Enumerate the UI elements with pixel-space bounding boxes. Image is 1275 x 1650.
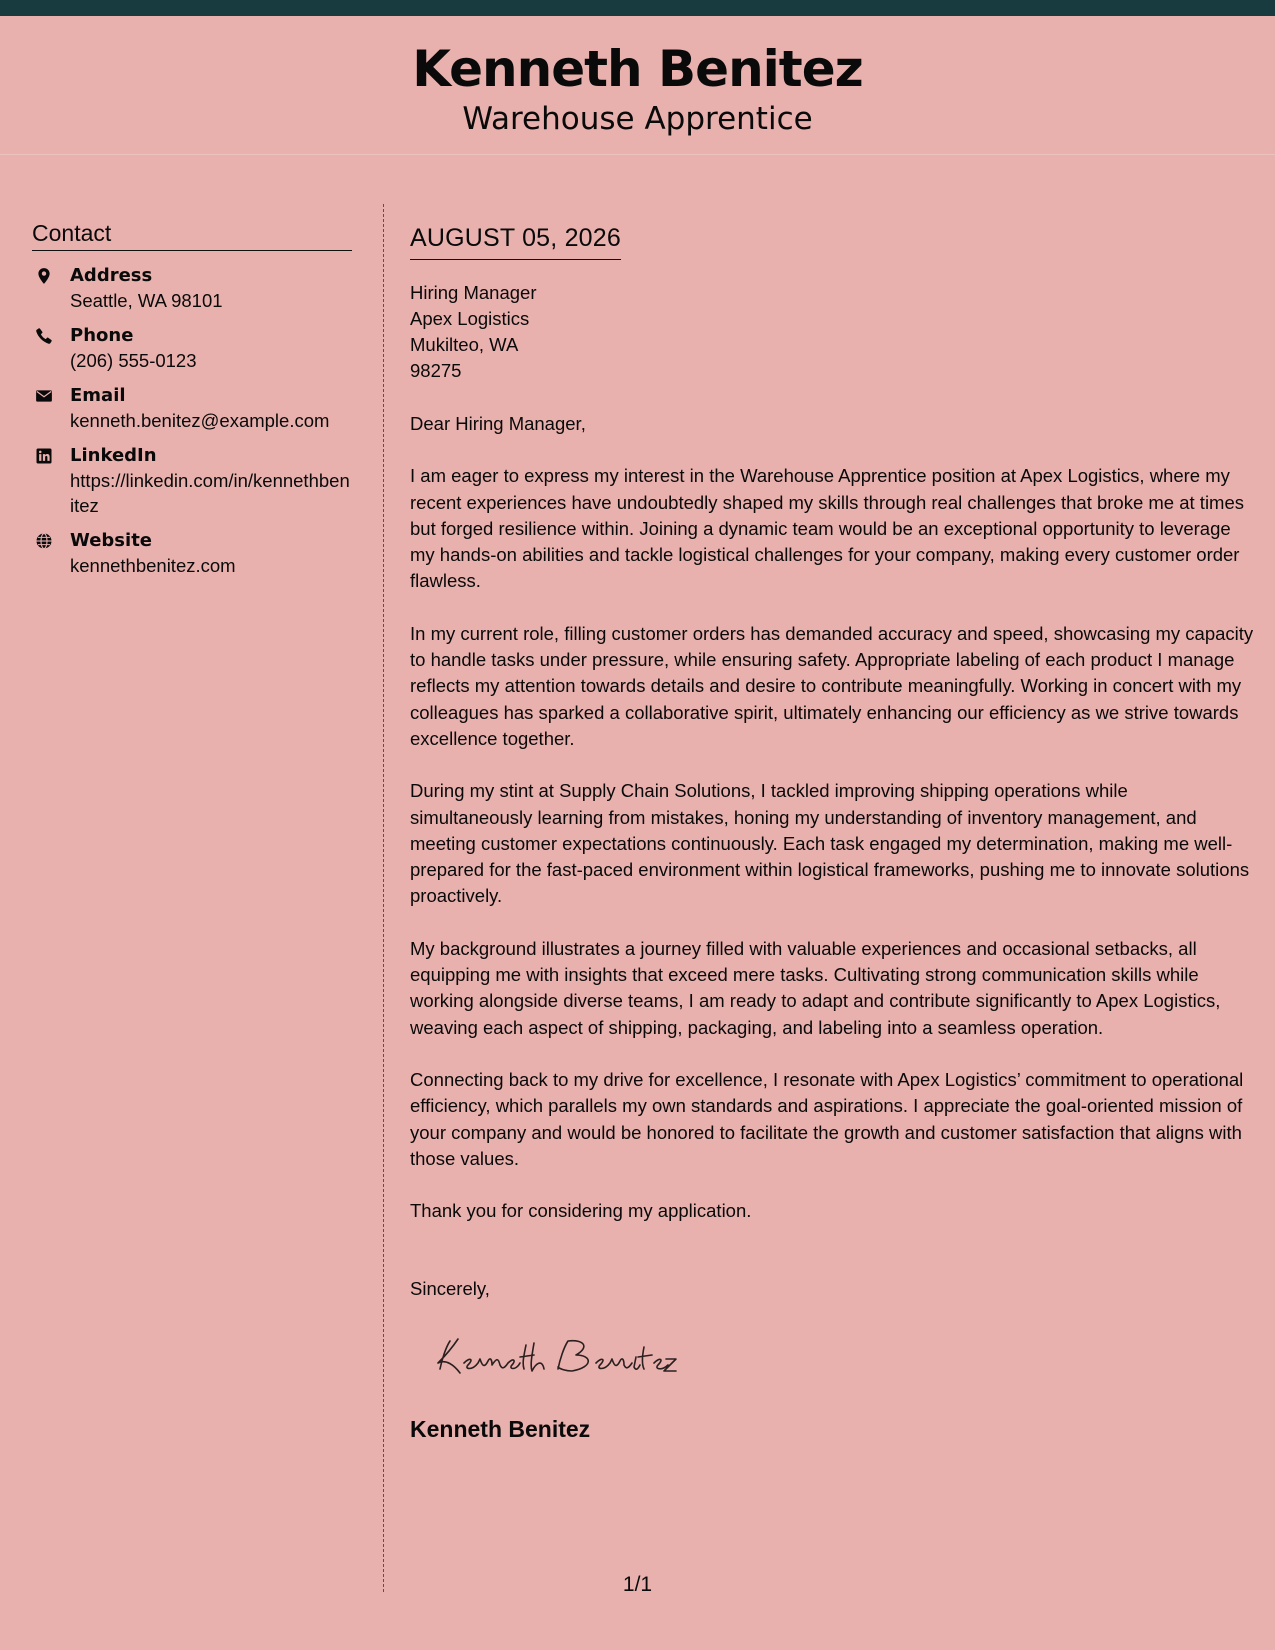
contact-value: Seattle, WA 98101 [70, 290, 223, 311]
thank-you-paragraph: Thank you for considering my application. [410, 1200, 752, 1222]
recipient-city: Mukilteo, WA [410, 334, 519, 355]
applicant-name: Kenneth Benitez [412, 40, 863, 98]
contact-label: Phone [70, 325, 134, 346]
contact-value: https://linkedin.com/in/kennethbenitez [70, 470, 350, 516]
contact-email [32, 383, 352, 433]
globe-icon [35, 532, 53, 550]
linkedin-icon [35, 447, 53, 465]
recipient-company: Apex Logistics [410, 308, 530, 329]
map-pin-icon [35, 267, 53, 285]
closing: Sincerely, [410, 1278, 490, 1300]
contact-phone [32, 323, 352, 373]
printed-name: Kenneth Benitez [410, 1415, 591, 1442]
contact-website [32, 528, 352, 578]
body-paragraph: My background illustrates a journey filled with valuable experiences and occasional setbacks, all equipping me with insights that exceed mere tasks. Cultivating strong communication skills while working alongside diverse teams, I am ready to adapt and contribute significantly to Apex Logistics, weaving each aspect of shipping, packaging, and labeling into a seamless operation. [410, 937, 1221, 1038]
recipient-title: Hiring Manager [410, 282, 537, 303]
body-paragraph: I am eager to express my interest in the Warehouse Apprentice position at Apex Logistics, where my recent experiences have undoubtedly shaped my skills through real challenges that broke me at times but forged resilience within. Joining a dynamic team would be an exceptional opportunity to leverage my hands-on abilities and tackle logistical challenges for your company, making every customer order flawless. [410, 465, 1244, 592]
handwritten-signature [418, 1329, 678, 1389]
envelope-icon [35, 387, 53, 405]
salutation: Dear Hiring Manager, [410, 413, 586, 434]
phone-icon [35, 327, 53, 345]
contact-label: Website [70, 530, 153, 551]
column-divider [383, 204, 384, 1592]
body-paragraph: During my stint at Supply Chain Solutions, I tackled improving shipping operations while simultaneously learning from mistakes, honing my understanding of inventory management, and meeting customer expectations continuously. Each task engaged my determination, making me well-prepared for the fast-paced environment within logistical frameworks, pushing me to innovate solutions proactively. [410, 780, 1250, 907]
contact-value: kenneth.benitez@example.com [70, 410, 330, 431]
recipient-zip: 98275 [410, 360, 462, 381]
letter-body [410, 218, 1255, 1444]
contact-value: kennethbenitez.com [70, 555, 236, 576]
recipient-block [410, 280, 1255, 384]
contact-address [32, 263, 352, 313]
contact-value: (206) 555-0123 [70, 350, 197, 371]
body-paragraph: Connecting back to my drive for excellence, I resonate with Apex Logistics’ commitment to operational efficiency, which parallels my own standards and aspirations. I appreciate the goal-oriented mission of your company and would be honored to facilitate the growth and customer satisfaction that aligns with those values. [410, 1068, 1244, 1169]
contact-heading: Contact [32, 218, 352, 251]
contact-label: Email [70, 385, 126, 406]
contact-label: Address [70, 265, 153, 286]
contact-linkedin [32, 443, 352, 518]
top-accent-bar [0, 0, 1275, 16]
job-title: Warehouse Apprentice [462, 101, 813, 137]
letter-date: AUGUST 05, 2026 [410, 218, 621, 260]
contact-sidebar [32, 218, 352, 588]
body-paragraph: In my current role, filling customer orders has demanded accuracy and speed, showcasing my capacity to handle tasks under pressure, while ensuring safety. Appropriate labeling of each product I manage reflects my attention towards details and desire to contribute meaningfully. Working in concert with my colleagues has sparked a collaborative spirit, ultimately enhancing our efficiency as we strive towards excellence together. [410, 622, 1254, 749]
contact-label: LinkedIn [70, 445, 157, 466]
header [0, 16, 1275, 155]
page-number: 1/1 [622, 1573, 653, 1596]
